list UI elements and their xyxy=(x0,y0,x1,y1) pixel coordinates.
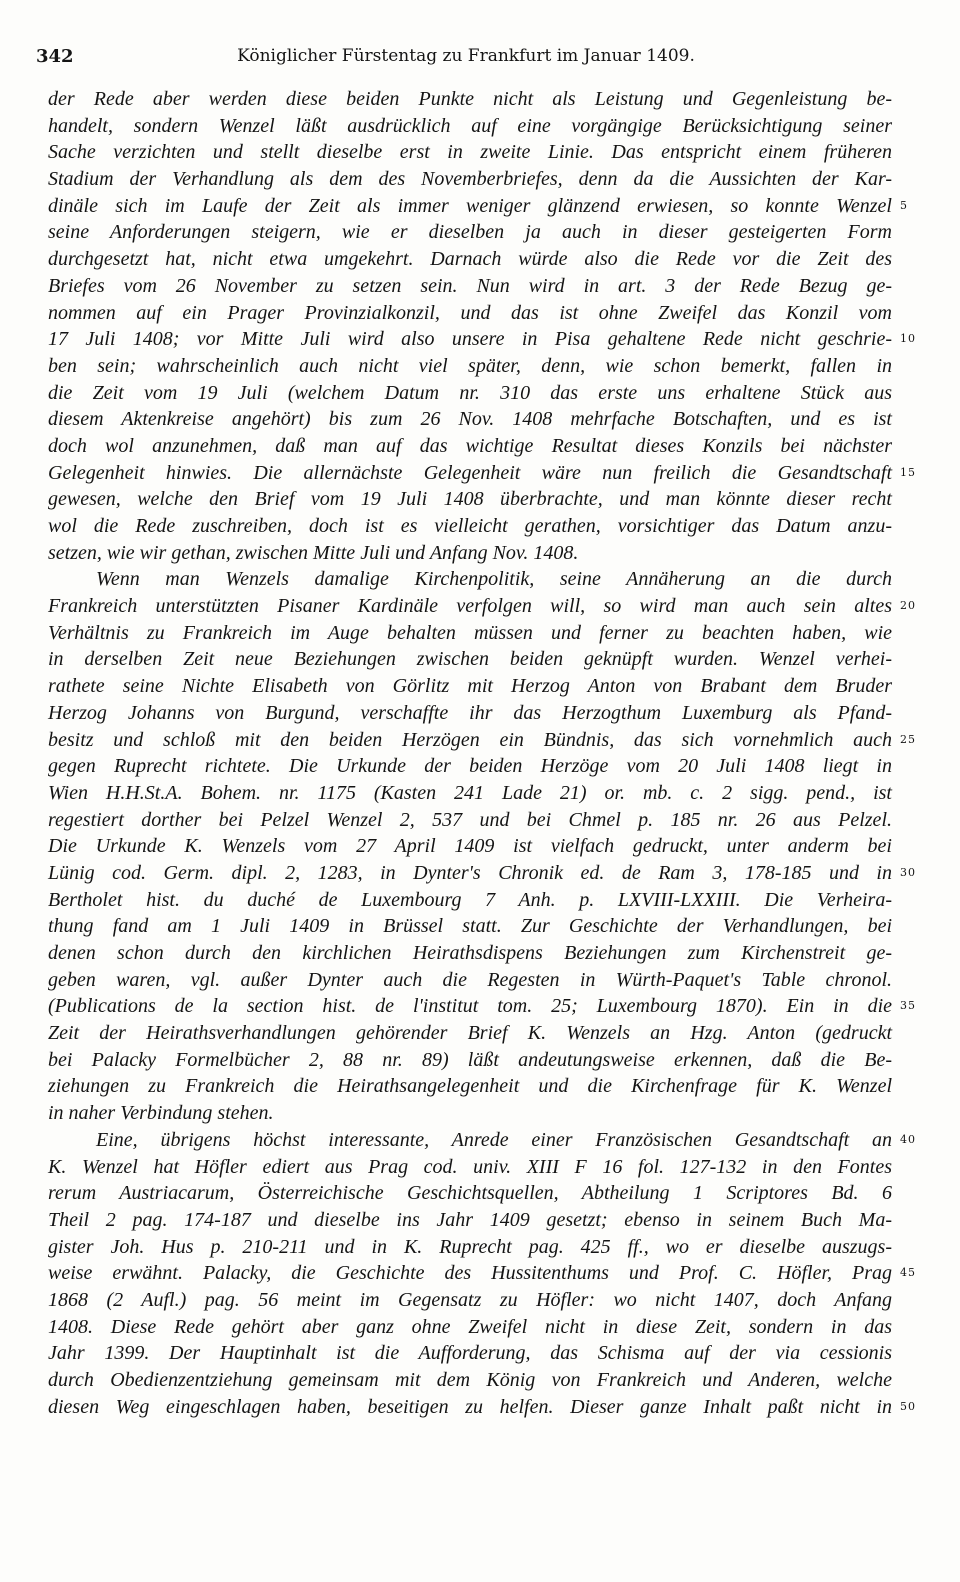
text-line xyxy=(48,620,892,647)
line-text: regestiert dorther bei Pelzel Wenzel 2, 537 und bei Chmel p. 185 nr. 26 aus Pelzel. xyxy=(48,808,892,831)
line-text: nommen auf ein Prager Provinzialkonzil, und das ist ohne Zweifel das Konzil vom xyxy=(48,301,892,324)
line-text: Theil 2 pag. 174-187 und dieselbe ins Jahr 1409 gesetzt; ebenso in seinem Buch Ma- xyxy=(48,1208,892,1231)
text-line xyxy=(48,1180,892,1207)
text-line xyxy=(48,913,892,940)
line-text: thung fand am 1 Juli 1409 in Brüssel statt. Zur Geschichte der Verhandlungen, bei xyxy=(48,915,892,938)
page-header xyxy=(36,46,896,76)
line-text: gegen Ruprecht richtete. Die Urkunde der beiden Herzöge vom 20 Juli 1408 liegt in xyxy=(48,755,892,778)
text-line xyxy=(48,1394,916,1421)
line-text: seine Anforderungen steigern, wie er dieselben ja auch in dieser gesteigerten Form xyxy=(48,221,892,244)
line-text: der Rede aber werden diese beiden Punkte nicht als Leistung und Gegenleistung be- xyxy=(48,88,892,110)
text-line xyxy=(48,1367,892,1394)
text-line xyxy=(48,1127,916,1154)
text-line xyxy=(48,193,908,220)
text-line xyxy=(48,807,892,834)
text-line xyxy=(48,1340,892,1367)
line-text: handelt, sondern Wenzel läßt ausdrücklich auf eine vorgängige Berücksichtigung seiner xyxy=(48,114,892,137)
line-text: Frankreich unterstützten Pisaner Kardinäle verfolgen will, so wird man auch sein altes xyxy=(48,595,892,618)
text-line xyxy=(48,993,916,1020)
line-text: weise erwähnt. Palacky, die Geschichte des Hussitenthums und Prof. C. Höfler, Prag xyxy=(48,1262,892,1285)
text-line xyxy=(48,353,892,380)
line-text: doch wol anzunehmen, daß man auf das wichtige Resultat dieses Konzils bei nächster xyxy=(48,434,892,457)
line-number: 20 xyxy=(900,599,916,613)
line-number: 50 xyxy=(900,1399,916,1413)
line-text: K. Wenzel hat Höfler ediert aus Prag cod. univ. XIII F 16 fol. 127-132 in den Fontes xyxy=(48,1155,892,1178)
line-text: durchgesetzt hat, nicht etwa umgekehrt. Darnach würde also die Rede vor die Zeit des xyxy=(48,248,892,271)
text-line xyxy=(48,1260,916,1287)
line-text: durch Obedienzentziehung gemeinsam mit dem König von Frankreich und Anderen, welche xyxy=(48,1369,892,1391)
line-number: 30 xyxy=(900,865,916,879)
line-number: 40 xyxy=(900,1132,916,1146)
text-line xyxy=(48,326,916,353)
text-line xyxy=(48,273,892,300)
line-text: in naher Verbindung stehen. xyxy=(48,1102,274,1125)
line-number: 35 xyxy=(900,999,916,1013)
text-line xyxy=(48,700,892,727)
text-line xyxy=(48,780,892,807)
text-line xyxy=(48,166,892,193)
line-number: 25 xyxy=(900,732,916,746)
line-text: Wenn man Wenzels damalige Kirchenpolitik, seine Annäherung an die durch xyxy=(96,568,892,591)
line-text: geben waren, vgl. außer Dynter auch die Regesten in Würth-Paquet's Table chronol. xyxy=(48,968,892,991)
line-text: setzen, wie wir gethan, zwischen Mitte Juli und Anfang Nov. 1408. xyxy=(48,541,579,564)
line-text: diesen Weg eingeschlagen haben, beseitigen zu helfen. Dieser ganze Inhalt paßt nicht in xyxy=(48,1395,892,1418)
line-text: in derselben Zeit neue Beziehungen zwischen beiden geknüpft wurden. Wenzel verhei- xyxy=(48,648,892,671)
line-text: Lünig cod. Germ. dipl. 2, 1283, in Dynter's Chronik ed. de Ram 3, 178-185 und in xyxy=(48,861,892,884)
line-text: besitz und schloß mit den beiden Herzögen ein Bündnis, das sich vornehmlich auch xyxy=(48,728,892,751)
line-text: (Publications de la section hist. de l'institut tom. 25; Luxembourg 1870). Ein in die xyxy=(48,995,892,1018)
line-text: 1408. Diese Rede gehört aber ganz ohne Zweifel nicht in diese Zeit, sondern in das xyxy=(48,1315,892,1338)
text-line xyxy=(48,860,916,887)
running-title: Königlicher Fürstentag zu Frankfurt im Januar 1409. xyxy=(237,46,695,66)
text-line xyxy=(48,1073,892,1100)
text-line xyxy=(48,540,892,567)
text-line xyxy=(48,593,916,620)
text-line xyxy=(48,833,892,860)
line-text: denen schon durch den kirchlichen Heirathsdispens Beziehungen zum Kirchenstreit ge- xyxy=(48,942,892,964)
text-line xyxy=(48,86,892,113)
text-line xyxy=(48,246,892,273)
line-number: 45 xyxy=(900,1266,916,1280)
text-line xyxy=(48,1314,892,1341)
text-line xyxy=(48,1154,892,1181)
line-text: Gelegenheit hinwies. Die allernächste Gelegenheit wäre nun freilich die Gesandtschaft xyxy=(48,461,892,484)
line-number: 5 xyxy=(900,198,908,212)
text-line xyxy=(48,139,892,166)
text-line xyxy=(48,1207,892,1234)
line-text: rathete seine Nichte Elisabeth von Görlitz mit Herzog Anton von Brabant dem Bruder xyxy=(48,675,892,698)
text-line xyxy=(48,940,892,967)
line-text: Verhältnis zu Frankreich im Auge behalten müssen und ferner zu beachten haben, wie xyxy=(48,621,892,644)
line-text: gister Joh. Hus p. 210-211 und in K. Ruprecht pag. 425 ff., wo er dieselbe auszugs- xyxy=(48,1235,892,1258)
text-line xyxy=(48,406,892,433)
text-line xyxy=(48,380,892,407)
line-text: Zeit der Heirathsverhandlungen gehörender Brief K. Wenzels an Hzg. Anton (gedruckt xyxy=(48,1022,892,1045)
line-text: Briefes vom 26 November zu setzen sein. Nun wird in art. 3 der Rede Bezug ge- xyxy=(48,274,892,297)
body-text xyxy=(48,86,916,1420)
line-text: Jahr 1399. Der Hauptinhalt ist die Aufforderung, das Schisma auf der via cessionis xyxy=(48,1342,892,1365)
text-line xyxy=(48,753,892,780)
line-text: ziehungen zu Frankreich die Heirathsangelegenheit und die Kirchenfrage für K. Wenzel xyxy=(48,1075,892,1098)
line-text: dinäle sich im Laufe der Zeit als immer weniger glänzend erwiesen, so konnte Wenzel xyxy=(48,194,892,217)
text-line xyxy=(48,486,892,513)
text-line xyxy=(48,300,892,327)
text-line xyxy=(48,460,916,487)
text-line xyxy=(48,219,892,246)
line-number: 10 xyxy=(900,332,916,346)
line-text: Eine, übrigens höchst interessante, Anrede einer Französischen Gesandtschaft an xyxy=(96,1128,892,1151)
line-number: 15 xyxy=(900,465,916,479)
line-text: diesem Aktenkreise angehört) bis zum 26 Nov. 1408 mehrfache Botschaften, und es ist xyxy=(48,408,892,431)
line-text: rerum Austriacarum, Österreichische Geschichtsquellen, Abtheilung 1 Scriptores Bd. 6 xyxy=(48,1182,892,1205)
line-text: Herzog Johanns von Burgund, verschaffte ihr das Herzogthum Luxemburg als Pfand- xyxy=(48,701,892,724)
line-text: bei Palacky Formelbücher 2, 88 nr. 89) läßt andeutungsweise erkennen, daß die Be- xyxy=(48,1048,892,1071)
line-text: Sache verzichten und stellt dieselbe erst in zweite Linie. Das entspricht einem früheren xyxy=(48,141,892,164)
line-text: die Zeit vom 19 Juli (welchem Datum nr. 310 das erste uns erhaltene Stück aus xyxy=(48,381,892,404)
line-text: Wien H.H.St.A. Bohem. nr. 1175 (Kasten 241 Lade 21) or. mb. c. 2 sigg. pend., ist xyxy=(48,781,892,804)
text-line xyxy=(48,646,892,673)
line-text: 1868 (2 Aufl.) pag. 56 meint im Gegensatz zu Höfler: wo nicht 1407, doch Anfang xyxy=(48,1288,892,1311)
text-line xyxy=(48,887,892,914)
text-line xyxy=(48,1100,892,1127)
line-text: wol die Rede zuschreiben, doch ist es vielleicht gerathen, vorsichtiger das Datum anzu- xyxy=(48,515,892,537)
page-number: 342 xyxy=(36,46,74,67)
line-text: Bertholet hist. du duché de Luxembourg 7 Anh. p. LXVIII-LXXIII. Die Verheira- xyxy=(48,888,892,911)
line-text: ben sein; wahrscheinlich auch nicht viel später, denn, wie schon bemerkt, fallen in xyxy=(48,354,892,377)
text-line xyxy=(48,1047,892,1074)
text-line xyxy=(48,1287,892,1314)
text-line xyxy=(48,513,892,540)
text-line xyxy=(48,727,916,754)
line-text: Die Urkunde K. Wenzels vom 27 April 1409 ist vielfach gedruckt, unter anderm bei xyxy=(48,835,892,858)
text-line xyxy=(48,433,892,460)
text-line xyxy=(48,673,892,700)
text-line xyxy=(48,1234,892,1261)
text-line xyxy=(48,113,892,140)
text-line xyxy=(48,967,892,994)
text-line xyxy=(48,1020,892,1047)
line-text: 17 Juli 1408; vor Mitte Juli wird also unsere in Pisa gehaltene Rede nicht geschrie- xyxy=(48,328,892,351)
line-text: gewesen, welche den Brief vom 19 Juli 1408 überbrachte, und man könnte dieser recht xyxy=(48,488,892,511)
line-text: Stadium der Verhandlung als dem des Novemberbriefes, denn da die Aussichten der Kar- xyxy=(48,168,892,191)
text-line xyxy=(48,566,892,593)
